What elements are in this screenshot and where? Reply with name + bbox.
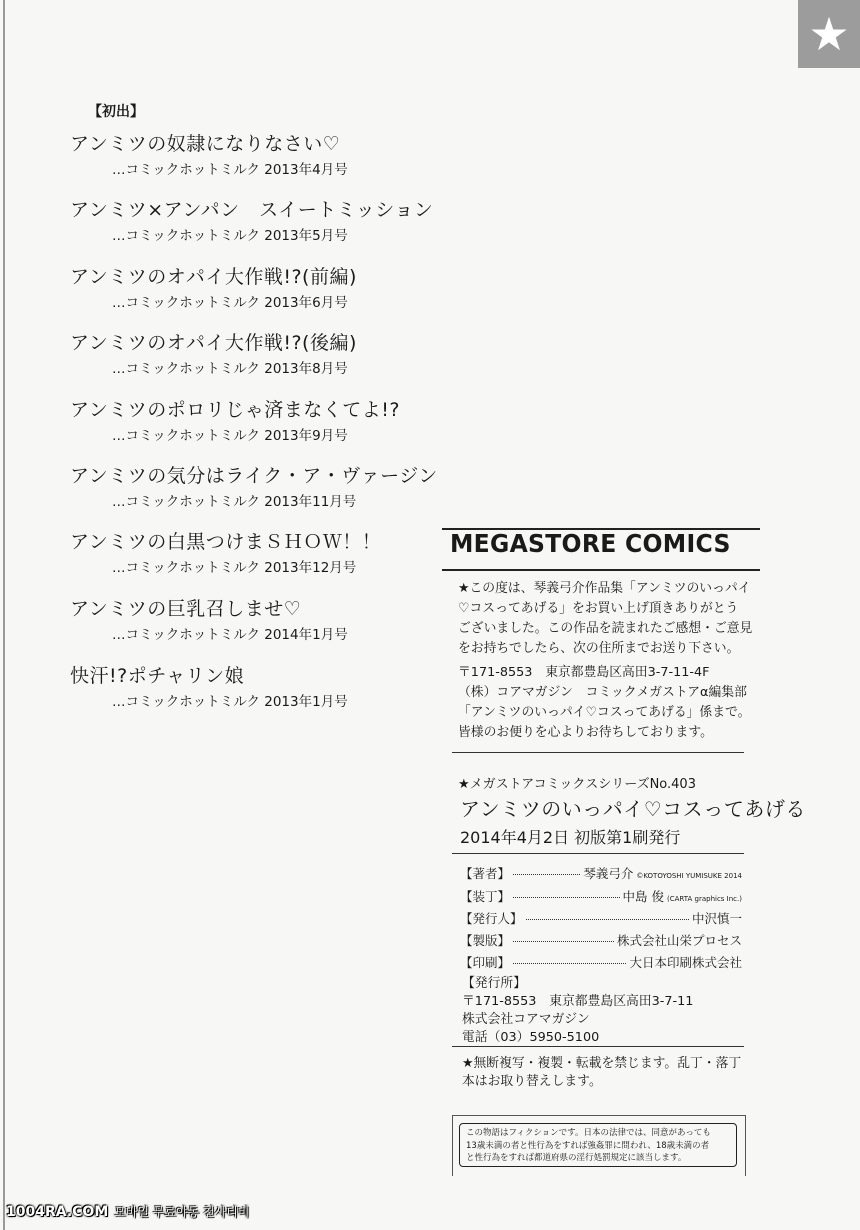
thanks-line: ございました。この作品を読まれたご感想・ご意見 xyxy=(458,621,753,636)
edition-date: 2014年4月2日 初版第1刷発行 xyxy=(460,828,681,847)
fiction-notice xyxy=(459,1123,737,1167)
publisher-line: 〒171-8553 東京都豊島区高田3-7-11 xyxy=(462,994,694,1009)
thanks-line: ★この度は、琴義弓介作品集「アンミツのいっパイ xyxy=(458,581,751,596)
story-source: …コミックホットミルク 2014年1月号 xyxy=(112,627,348,643)
fiction-line: と性行為をすれば都道府県の淫行処罰規定に該当します。 xyxy=(466,1153,687,1163)
list-item xyxy=(70,129,348,178)
story-title: アンミツの巨乳召しませ♡ xyxy=(70,598,302,620)
story-title: アンミツの奴隷になりなさい♡ xyxy=(70,133,341,155)
list-item xyxy=(70,395,400,444)
series-number: ★メガストアコミックスシリーズNo.403 xyxy=(458,777,696,792)
watermark-site: 1004RA.COM xyxy=(6,1204,109,1220)
credit-value: 中島 俊 xyxy=(622,889,665,904)
fiction-line: 13歳未満の者と性行為をすれば強姦罪に問われ、18歳未満の者 xyxy=(466,1140,710,1151)
credit-publisher-person xyxy=(460,909,742,927)
credit-design xyxy=(460,887,742,905)
address-line: 皆様のお便りを心よりお待ちしております。 xyxy=(458,725,713,740)
leader-dots xyxy=(513,874,580,875)
page-edge xyxy=(3,0,5,1230)
logo-bottom-rule xyxy=(442,569,760,571)
fiction-line: この物語はフィクションです。日本の法律では、同意があっても xyxy=(466,1128,711,1138)
credit-note: (CARTA graphics Inc.) xyxy=(667,895,742,903)
publisher-line: 株式会社コアマガジン xyxy=(462,1012,590,1027)
leader-dots xyxy=(513,963,626,964)
corner-star-tab xyxy=(798,0,860,68)
credit-label: 【印刷】 xyxy=(460,955,511,970)
credit-label: 【発行人】 xyxy=(460,911,523,926)
divider xyxy=(452,752,744,753)
publisher-info xyxy=(462,975,693,1047)
notice-line: 本はお取り替えします。 xyxy=(462,1074,602,1089)
story-source: …コミックホットミルク 2013年6月号 xyxy=(112,295,348,311)
address-line: （株）コアマガジン コミックメガストアα編集部 xyxy=(458,685,747,700)
address-line: 「アンミツのいっパイ♡コスってあげる」係まで。 xyxy=(458,705,751,720)
story-source: …コミックホットミルク 2013年9月号 xyxy=(112,428,348,444)
credit-author xyxy=(460,864,742,882)
mail-address xyxy=(458,663,750,743)
credit-value: 株式会社山栄プロセス xyxy=(616,933,742,948)
story-title: アンミツの気分はライク・ア・ヴァージン xyxy=(70,465,438,487)
notice-line: ★無断複写・複製・転載を禁じます。乱丁・落丁 xyxy=(462,1056,742,1071)
list-item xyxy=(70,661,348,710)
credit-value: 中沢慎一 xyxy=(691,911,742,926)
thanks-message xyxy=(458,579,752,659)
credit-plate-making xyxy=(460,931,742,949)
site-watermark xyxy=(6,1203,249,1220)
story-source: …コミックホットミルク 2013年12月号 xyxy=(112,560,357,576)
story-source: …コミックホットミルク 2013年1月号 xyxy=(112,694,348,710)
publisher-line: 電話（03）5950-5100 xyxy=(462,1030,600,1045)
credit-printing xyxy=(460,953,742,971)
story-source: …コミックホットミルク 2013年5月号 xyxy=(112,228,348,244)
leader-dots xyxy=(526,919,689,920)
story-title: 快汗!?ポチャリン娘 xyxy=(70,665,245,687)
leader-dots xyxy=(513,941,614,942)
list-item xyxy=(70,328,357,377)
story-title: アンミツの白黒つけまＳＨＯＷ！！ xyxy=(70,531,382,553)
story-title: アンミツ×アンパン スイートミッション xyxy=(70,199,434,221)
credit-label: 【製版】 xyxy=(460,933,511,948)
credit-label: 【著者】 xyxy=(460,866,511,881)
leader-dots xyxy=(513,897,620,898)
story-title: アンミツのポロリじゃ済まなくてよ!? xyxy=(70,399,400,421)
address-line: 〒171-8553 東京都豊島区高田3-7-11-4F xyxy=(458,665,710,680)
story-source: …コミックホットミルク 2013年8月号 xyxy=(112,361,348,377)
story-title: アンミツのオパイ大作戦!?(前編) xyxy=(70,266,357,288)
credit-value: 大日本印刷株式会社 xyxy=(629,955,742,970)
thanks-line: をお持ちでしたら、次の住所までお送り下さい。 xyxy=(458,641,740,656)
star-icon: ★ xyxy=(808,7,850,61)
list-item xyxy=(70,195,433,244)
credit-label: 【装丁】 xyxy=(460,889,511,904)
story-source: …コミックホットミルク 2013年11月号 xyxy=(112,494,357,510)
first-appearance-heading: 【初出】 xyxy=(88,104,144,120)
story-source: …コミックホットミルク 2013年4月号 xyxy=(112,162,348,178)
list-item xyxy=(70,594,348,643)
book-title: アンミツのいっパイ♡コスってあげる xyxy=(460,797,806,821)
thanks-line: ♡コスってあげる」をお買い上げ頂きありがとう xyxy=(458,601,739,616)
credit-value: 琴義弓介 xyxy=(583,866,634,881)
watermark-tagline: 모바일 무료야동 천사티비 xyxy=(114,1205,250,1219)
divider xyxy=(452,1046,744,1047)
divider xyxy=(452,853,744,854)
megastore-comics-logo: MEGASTORE COMICS xyxy=(450,529,731,558)
story-title: アンミツのオパイ大作戦!?(後編) xyxy=(70,332,357,354)
list-item xyxy=(70,262,357,311)
credit-note: ©KOTOYOSHI YUMISUKE 2014 xyxy=(636,872,742,880)
copyright-notice xyxy=(462,1055,741,1091)
list-item xyxy=(70,527,381,576)
publisher-label: 【発行所】 xyxy=(462,976,526,991)
list-item xyxy=(70,461,438,510)
